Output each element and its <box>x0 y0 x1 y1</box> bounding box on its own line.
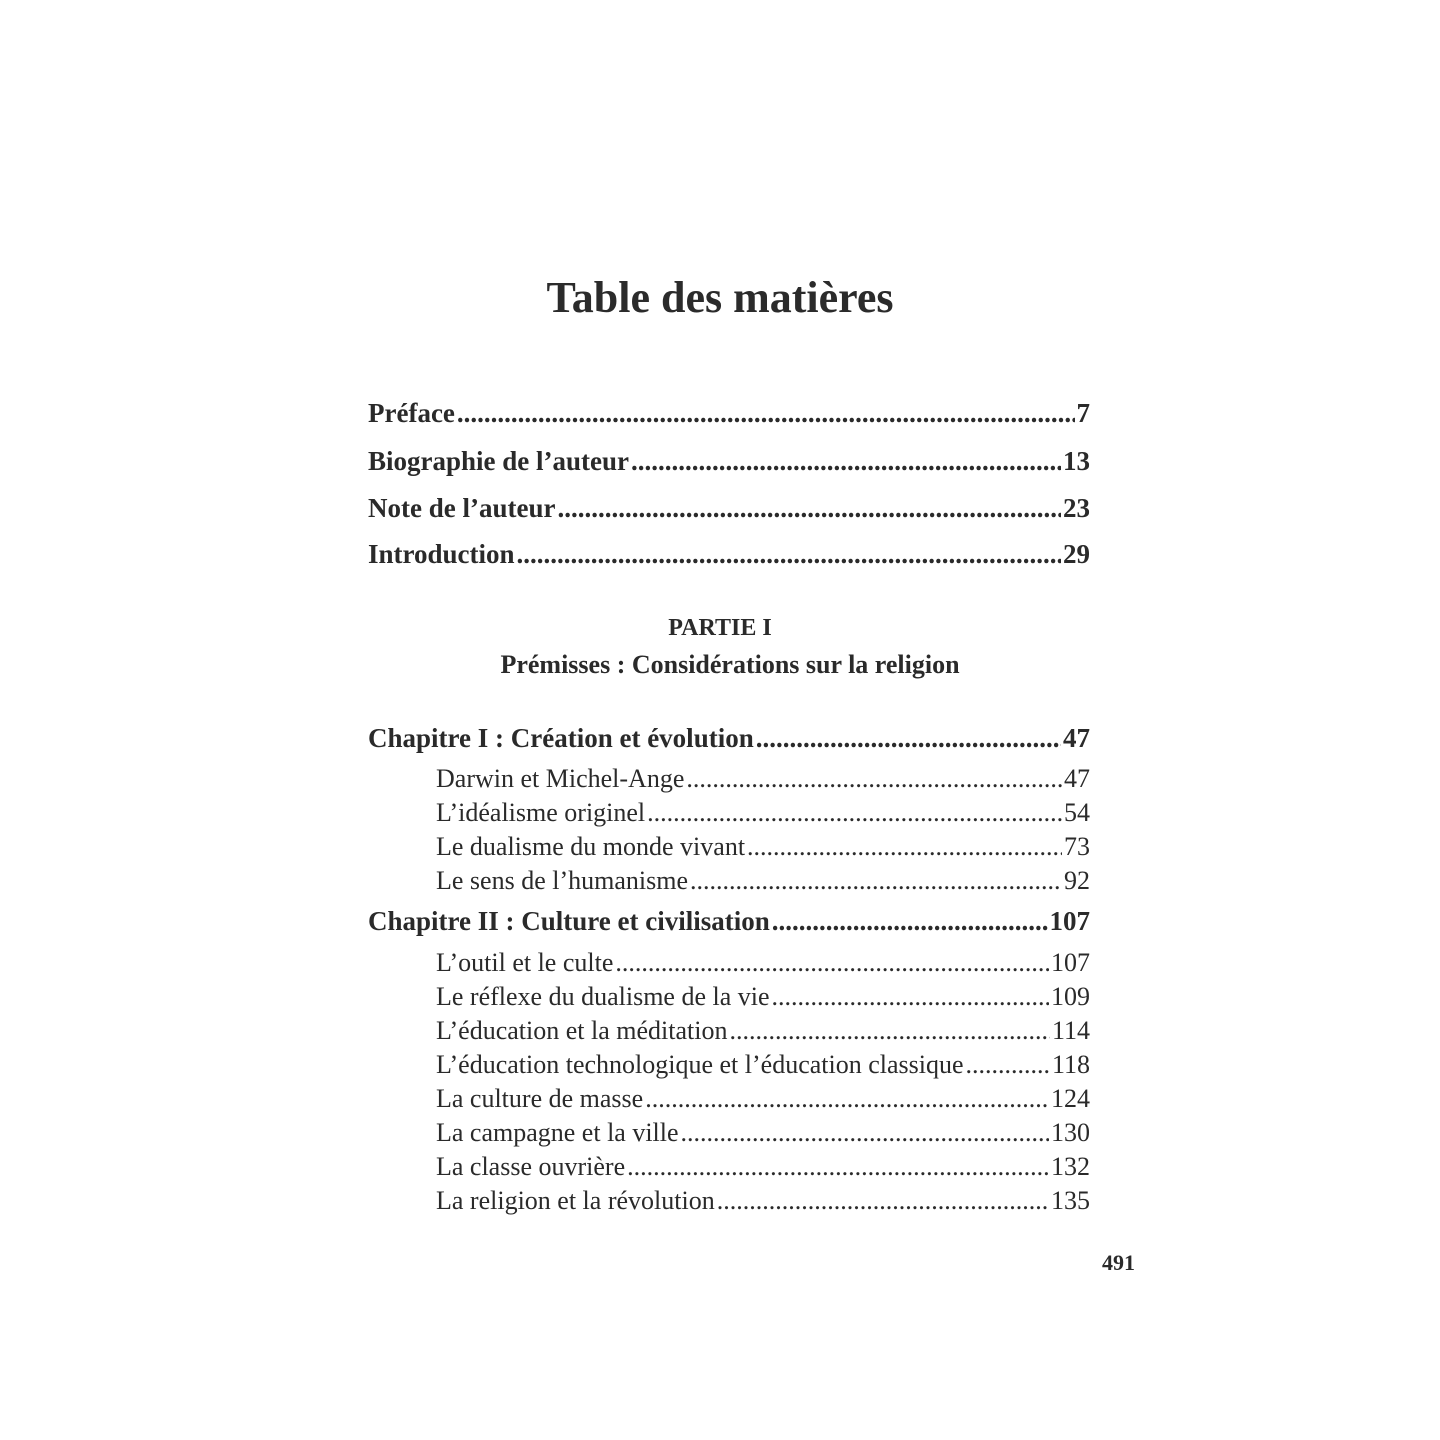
toc-section[interactable] <box>436 1188 1090 1214</box>
toc-section[interactable] <box>436 766 1090 792</box>
toc-entry-label: Biographie de l’auteur <box>368 446 629 476</box>
dot-leader <box>631 448 1061 475</box>
toc-entry-page: 124 <box>1051 1084 1090 1113</box>
toc-section[interactable] <box>436 800 1090 826</box>
toc-entry-page: 54 <box>1064 798 1090 827</box>
toc-entry-label: Préface <box>368 398 455 428</box>
toc-entry-label: Introduction <box>368 539 515 569</box>
toc-entry-label: L’outil et le culte <box>436 948 614 977</box>
dot-leader <box>647 800 1062 826</box>
dot-leader <box>772 984 1049 1010</box>
dot-leader <box>557 495 1061 522</box>
toc-entry-page: 13 <box>1063 446 1090 476</box>
toc-entry-page: 47 <box>1063 723 1090 753</box>
dot-leader <box>615 950 1049 976</box>
toc-entry-biographie[interactable] <box>368 448 1090 475</box>
part-title: PARTIE I <box>668 615 772 641</box>
dot-leader <box>966 1052 1050 1078</box>
toc-entry-page: 118 <box>1051 1050 1090 1079</box>
toc-section[interactable] <box>436 950 1090 976</box>
toc-entry-label: La religion et la révolution <box>436 1186 715 1215</box>
toc-entry-label: La classe ouvrière <box>436 1152 626 1181</box>
part-subtitle: Prémisses : Considérations sur la religion <box>500 650 960 679</box>
toc-section[interactable] <box>436 984 1090 1010</box>
part-heading <box>0 615 1440 642</box>
toc-entry-page: 109 <box>1051 982 1090 1011</box>
toc-section[interactable] <box>436 1120 1090 1146</box>
toc-entry-label: L’idéalisme originel <box>436 798 646 827</box>
toc-section[interactable] <box>436 1086 1090 1112</box>
dot-leader <box>627 1154 1049 1180</box>
dot-leader <box>729 1018 1050 1044</box>
toc-entry-page: 107 <box>1051 948 1090 977</box>
page-title: Table des matières <box>546 273 894 322</box>
toc-entry-page: 23 <box>1063 493 1090 523</box>
toc-entry-label: Le réflexe du dualisme de la vie <box>436 982 770 1011</box>
dot-leader <box>457 400 1075 427</box>
toc-entry-page: 47 <box>1064 764 1090 793</box>
toc-entry-label: Note de l’auteur <box>368 493 556 523</box>
toc-entry-introduction[interactable] <box>368 541 1090 568</box>
toc-section[interactable] <box>436 834 1090 860</box>
dot-leader <box>717 1188 1049 1214</box>
toc-entry-note[interactable] <box>368 495 1090 522</box>
toc-entry-page: 130 <box>1051 1118 1090 1147</box>
toc-entry-page: 29 <box>1063 539 1090 569</box>
dot-leader <box>690 868 1062 894</box>
toc-entry-page: 135 <box>1051 1186 1090 1215</box>
toc-section[interactable] <box>436 1052 1090 1078</box>
dot-leader <box>756 725 1061 752</box>
toc-entry-label: Darwin et Michel-Ange <box>436 764 685 793</box>
toc-entry-page: 114 <box>1051 1016 1090 1045</box>
toc-entry-label: L’éducation technologique et l’éducation classique <box>436 1050 964 1079</box>
toc-entry-page: 92 <box>1064 866 1090 895</box>
toc-entry-label: Le sens de l’humanisme <box>436 866 688 895</box>
toc-chapter-2[interactable] <box>368 908 1090 935</box>
toc-entry-label: L’éducation et la méditation <box>436 1016 728 1045</box>
dot-leader <box>686 766 1062 792</box>
toc-section[interactable] <box>436 1018 1090 1044</box>
toc-entry-page: 107 <box>1049 906 1090 936</box>
toc-entry-label: La campagne et la ville <box>436 1118 679 1147</box>
dot-leader <box>517 541 1061 568</box>
page-number: 491 <box>1102 1250 1135 1275</box>
toc-chapter-1[interactable] <box>368 725 1090 752</box>
dot-leader <box>645 1086 1049 1112</box>
toc-section[interactable] <box>436 1154 1090 1180</box>
dot-leader <box>747 834 1062 860</box>
toc-entry-label: La culture de masse <box>436 1084 644 1113</box>
dot-leader <box>681 1120 1049 1146</box>
toc-entry-page: 7 <box>1076 398 1090 428</box>
toc-entry-label: Chapitre I : Création et évolution <box>368 723 754 753</box>
toc-entry-label: Le dualisme du monde vivant <box>436 832 746 861</box>
toc-entry-preface[interactable] <box>368 400 1090 427</box>
toc-entry-label: Chapitre II : Culture et civilisation <box>368 906 770 936</box>
toc-section[interactable] <box>436 868 1090 894</box>
dot-leader <box>772 908 1048 935</box>
part-subheading <box>0 650 1440 680</box>
toc-entry-page: 132 <box>1051 1152 1090 1181</box>
toc-entry-page: 73 <box>1064 832 1090 861</box>
